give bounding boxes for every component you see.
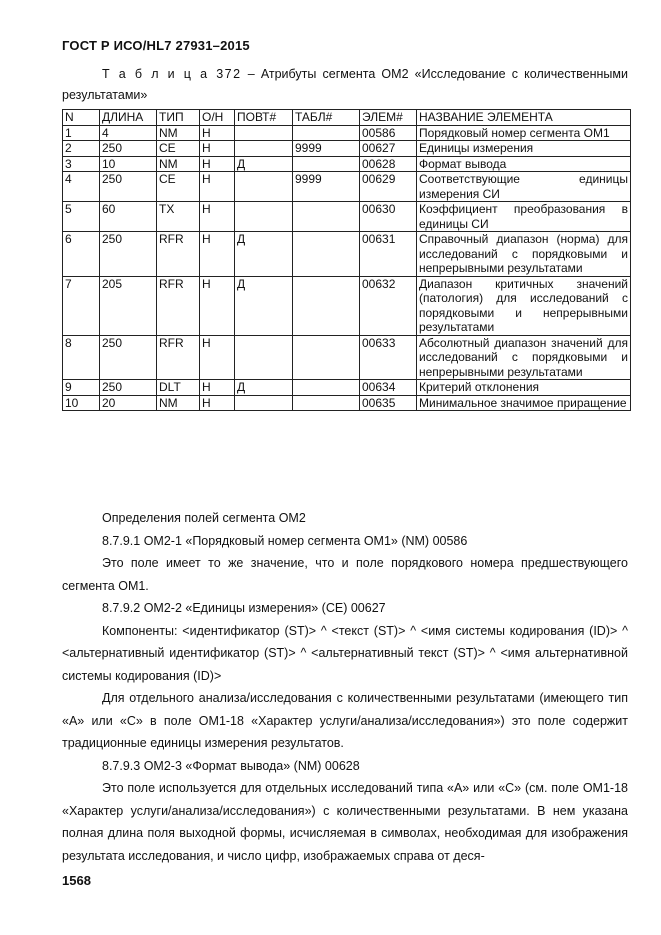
- table-cell: [235, 335, 293, 380]
- table-cell: 250: [100, 232, 157, 277]
- table-cell: [235, 141, 293, 157]
- paragraph: Определения полей сегмента ОМ2: [102, 511, 306, 525]
- table-cell: Абсолютный диапазон значений для исследований с порядковыми и непрерывными результатами: [417, 335, 631, 380]
- table-cell: 00633: [360, 335, 417, 380]
- section-heading: 8.7.9.2 ОМ2-2 «Единицы измерения» (CE) 00627: [102, 601, 386, 615]
- table-cell: 9: [63, 380, 100, 396]
- table-row: [63, 380, 631, 396]
- table-cell: 4: [63, 172, 100, 202]
- table-cell: CE: [157, 141, 200, 157]
- table-caption-text: – Атрибуты сегмента ОМ2 «Исследование с количественными результатами»: [62, 67, 628, 102]
- table-cell: RFR: [157, 276, 200, 335]
- col-header-element: ЭЛЕМ#: [360, 110, 417, 126]
- table-cell: 10: [100, 156, 157, 172]
- table-cell: NM: [157, 395, 200, 411]
- table-header-row: [63, 110, 631, 126]
- table-cell: Н: [200, 125, 235, 141]
- col-header-repeat: ПОВТ#: [235, 110, 293, 126]
- table-cell: CE: [157, 172, 200, 202]
- section-heading: 8.7.9.3 ОМ2-3 «Формат вывода» (NM) 00628: [102, 758, 360, 773]
- table-cell: [293, 125, 360, 141]
- paragraph: Это поле используется для отдельных исследований типа «А» или «С» (см. поле ОМ1-18 «Характер услуги/анализа/исследования») с количественными результатами. В нем указана полная длина поля выходной формы, исчисляемая в символах, необходимая для изображения результата исследования, и число цифр, изображаемых справа от деся-: [62, 781, 628, 863]
- table-cell: 00628: [360, 156, 417, 172]
- table-cell: Единицы измерения: [417, 141, 631, 157]
- table-cell: Н: [200, 156, 235, 172]
- page-number: 1568: [62, 873, 91, 888]
- table-cell: RFR: [157, 335, 200, 380]
- document-header: ГОСТ Р ИСО/HL7 27931–2015: [62, 38, 250, 53]
- table-cell: [293, 232, 360, 277]
- table-cell: 2: [63, 141, 100, 157]
- table-cell: [235, 395, 293, 411]
- table-cell: Критерий отклонения: [417, 380, 631, 396]
- table-cell: [293, 335, 360, 380]
- paragraph: Компоненты: <идентификатор (ST)> ^ <текст (ST)> ^ <имя системы кодирования (ID)> ^ <альтернативный идентификатор (ST)> ^ <альтернативный текст (ST)> ^ <имя альтернативной системы кодирования (ID)>: [62, 623, 628, 683]
- table-cell: Н: [200, 232, 235, 277]
- table-cell: 7: [63, 276, 100, 335]
- table-cell: 10: [63, 395, 100, 411]
- table-cell: Н: [200, 141, 235, 157]
- table-cell: 00635: [360, 395, 417, 411]
- table-cell: 00631: [360, 232, 417, 277]
- table-cell: Н: [200, 276, 235, 335]
- table-cell: 00629: [360, 172, 417, 202]
- table-cell: 00627: [360, 141, 417, 157]
- col-header-table: ТАБЛ#: [293, 110, 360, 126]
- table-row: [63, 156, 631, 172]
- table-cell: 4: [100, 125, 157, 141]
- table-row: [63, 395, 631, 411]
- table-cell: Н: [200, 380, 235, 396]
- col-header-optionality: О/Н: [200, 110, 235, 126]
- table-cell: 250: [100, 380, 157, 396]
- table-cell: 250: [100, 172, 157, 202]
- table-cell: [293, 202, 360, 232]
- table-cell: 00632: [360, 276, 417, 335]
- table-cell: NM: [157, 125, 200, 141]
- table-cell: Д: [235, 380, 293, 396]
- table-cell: Н: [200, 202, 235, 232]
- table-cell: [235, 172, 293, 202]
- table-cell: Коэффициент преобразования в единицы СИ: [417, 202, 631, 232]
- table-cell: 250: [100, 335, 157, 380]
- table-cell: 60: [100, 202, 157, 232]
- table-cell: 9999: [293, 172, 360, 202]
- table-cell: Н: [200, 172, 235, 202]
- table-cell: 00586: [360, 125, 417, 141]
- table-cell: 00634: [360, 380, 417, 396]
- table-cell: [293, 380, 360, 396]
- table-cell: 9999: [293, 141, 360, 157]
- table-cell: Формат вывода: [417, 156, 631, 172]
- table-row: [63, 125, 631, 141]
- table-cell: 3: [63, 156, 100, 172]
- paragraph: Это поле имеет то же значение, что и поле порядкового номера предшествующего сегмента ОМ1.: [62, 556, 628, 593]
- table-row: [63, 232, 631, 277]
- table-cell: Минимальное значимое приращение: [417, 395, 631, 411]
- table-cell: DLT: [157, 380, 200, 396]
- table-cell: 20: [100, 395, 157, 411]
- attributes-table: [62, 109, 631, 411]
- table-caption: [62, 64, 628, 106]
- table-cell: Н: [200, 395, 235, 411]
- table-cell: Порядковый номер сегмента ОМ1: [417, 125, 631, 141]
- table-cell: [293, 395, 360, 411]
- table-caption-label: Т а б л и ц а 372: [102, 67, 242, 81]
- document-body: [62, 507, 628, 867]
- table-cell: 205: [100, 276, 157, 335]
- table-cell: 8: [63, 335, 100, 380]
- table-cell: Д: [235, 232, 293, 277]
- table-row: [63, 141, 631, 157]
- table-cell: TX: [157, 202, 200, 232]
- col-header-type: ТИП: [157, 110, 200, 126]
- table-cell: [235, 202, 293, 232]
- table-row: [63, 172, 631, 202]
- table-cell: 1: [63, 125, 100, 141]
- col-header-length: ДЛИНА: [100, 110, 157, 126]
- table-cell: NM: [157, 156, 200, 172]
- table-cell: Н: [200, 335, 235, 380]
- col-header-n: N: [63, 110, 100, 126]
- table-cell: [293, 156, 360, 172]
- table-cell: [235, 125, 293, 141]
- col-header-element-name: НАЗВАНИЕ ЭЛЕМЕНТА: [417, 110, 631, 126]
- table-row: [63, 335, 631, 380]
- table-cell: 6: [63, 232, 100, 277]
- table-cell: 00630: [360, 202, 417, 232]
- table-cell: Диапазон критичных значений (патология) для исследований с порядковыми и непрерывными результатами: [417, 276, 631, 335]
- table-row: [63, 202, 631, 232]
- table-cell: RFR: [157, 232, 200, 277]
- table-cell: [293, 276, 360, 335]
- section-heading: 8.7.9.1 ОМ2-1 «Порядковый номер сегмента ОМ1» (NM) 00586: [102, 533, 468, 548]
- table-row: [63, 276, 631, 335]
- table-cell: Соответствующие единицы измерения СИ: [417, 172, 631, 202]
- table-cell: Справочный диапазон (норма) для исследований с порядковыми и непрерывными результатами: [417, 232, 631, 277]
- table-cell: 250: [100, 141, 157, 157]
- paragraph: Для отдельного анализа/исследования с количественными результатами (имеющего тип «А» или «С» в поле ОМ1-18 «Характер услуги/анализа/исследования») это поле содержит традиционные единицы измерения результатов.: [62, 691, 628, 750]
- table-cell: Д: [235, 156, 293, 172]
- table-cell: Д: [235, 276, 293, 335]
- table-cell: 5: [63, 202, 100, 232]
